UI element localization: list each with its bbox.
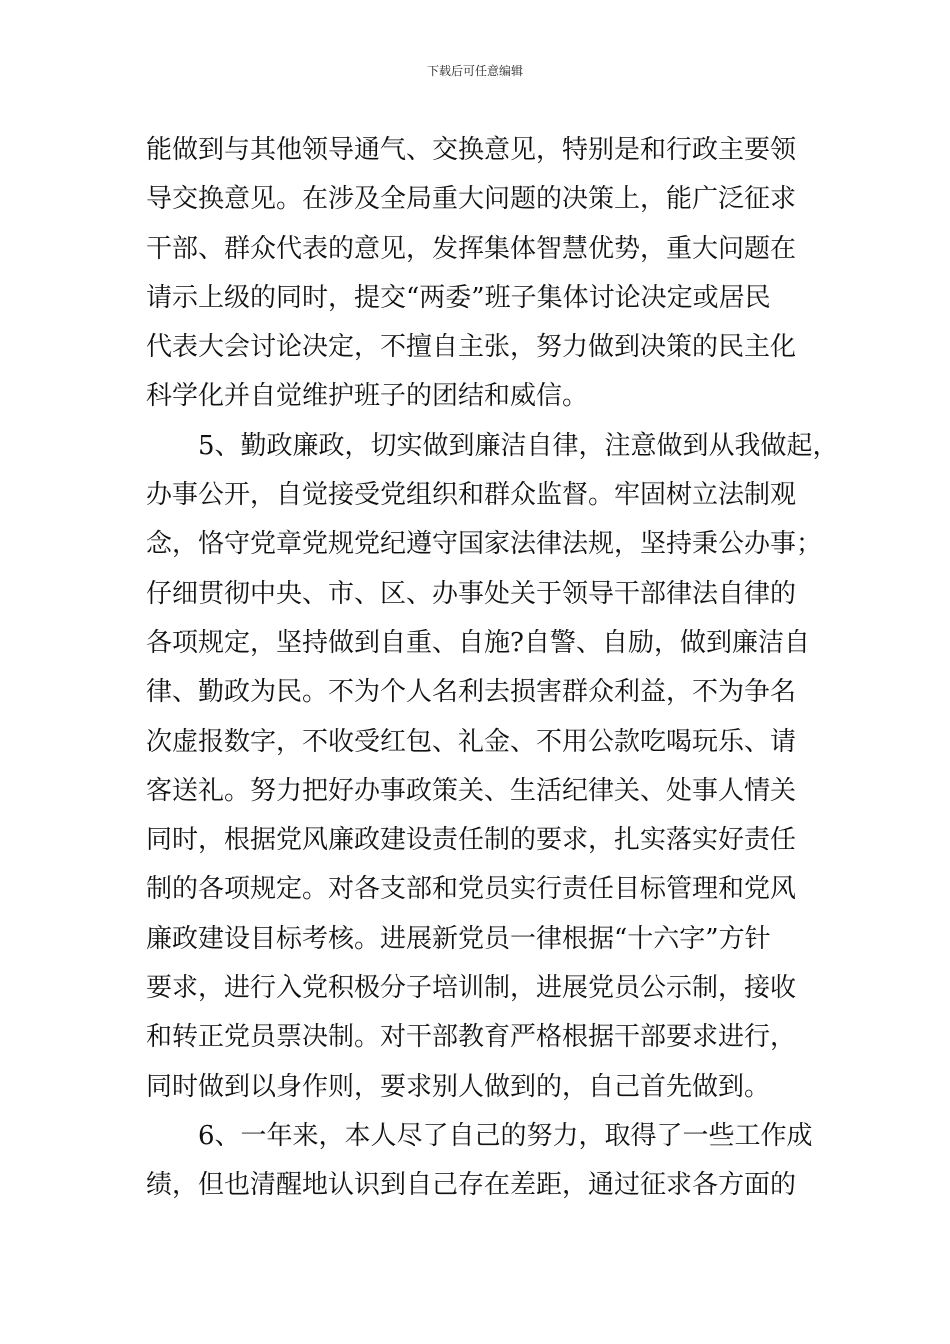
text-line: 次虚报数字，不收受红包、礼金、不用公款吃喝玩乐、请 <box>146 726 797 757</box>
text-line: 律、勤政为民。不为个人名利去损害群众利益，不为争名 <box>146 677 797 708</box>
text-line: 和转正党员票决制。对干部教育严格根据干部要求进行， <box>146 1022 797 1053</box>
text-line: 同时做到以身作则，要求别人做到的，自己首先做到。 <box>146 1071 771 1102</box>
text-line: 能做到与其他领导通气、交换意见，特别是和行政主要领 <box>146 135 797 165</box>
document-body <box>146 126 839 1211</box>
text-line: 制的各项规定。对各支部和党员实行责任目标管理和党风 <box>146 874 797 905</box>
page-header: 下载后可任意编辑 <box>426 64 523 78</box>
text-line: 代表大会讨论决定，不擅自主张，努力做到决策的民主化 <box>146 332 797 363</box>
paragraph-start-line: 6、一年来，本人尽了自己的努力，取得了一些工作成 <box>198 1120 813 1151</box>
text-line: 廉政建设目标考核。进展新党员一律根据“十六字”方针 <box>146 923 771 954</box>
text-line: 绩，但也清醒地认识到自己存在差距，通过征求各方面的 <box>146 1170 797 1201</box>
text-line: 请示上级的同时，提交“两委”班子集体讨论决定或居民 <box>146 282 771 313</box>
text-line: 念，恪守党章党规党纪遵守国家法律法规，坚持秉公办事； <box>146 529 823 560</box>
text-line: 科学化并自觉维护班子的团结和威信。 <box>146 381 589 412</box>
text-line: 要求，进行入党积极分子培训制，进展党员公示制，接收 <box>146 973 797 1004</box>
text-line: 办事公开，自觉接受党组织和群众监督。牢固树立法制观 <box>146 480 797 511</box>
paragraph-start-line: 5、勤政廉政，切实做到廉洁自律，注意做到从我做起， <box>198 430 839 461</box>
text-line: 各项规定，坚持做到自重、自施?自警、自励，做到廉洁自 <box>146 627 810 658</box>
text-line: 仔细贯彻中央、市、区、办事处关于领导干部律法自律的 <box>146 578 797 609</box>
text-line: 客送礼。努力把好办事政策关、生活纪律关、处事人情关 <box>146 775 797 806</box>
text-line: 干部、群众代表的意见，发挥集体智慧优势，重大问题在 <box>146 233 797 264</box>
text-line: 同时，根据党风廉政建设责任制的要求，扎实落实好责任 <box>146 825 797 856</box>
text-line: 导交换意见。在涉及全局重大问题的决策上，能广泛征求 <box>146 184 797 215</box>
